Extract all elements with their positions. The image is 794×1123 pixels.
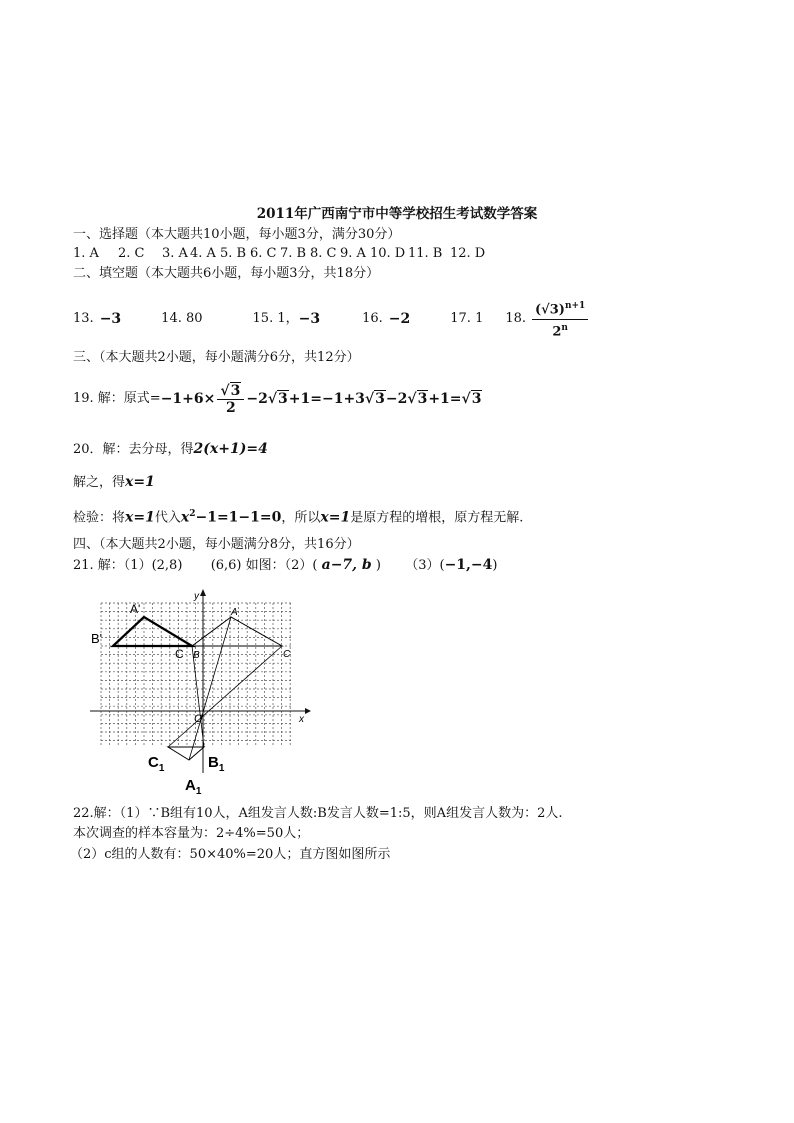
choice-answer: 6. C <box>250 246 277 261</box>
q21-part-e: （3）( <box>405 558 445 573</box>
q15-label: 15. 1， <box>252 311 299 326</box>
triangle-abc <box>192 617 282 646</box>
q13-value: −3 <box>99 311 122 327</box>
q20-line3 <box>73 506 523 526</box>
q19-term-f: −2 <box>385 391 408 407</box>
q20-check-d: x <box>180 509 190 526</box>
section3-heading: 三、（本大题共2小题，每小题满分6分，共12分） <box>73 350 360 365</box>
q19-frac-num: 3 <box>230 382 241 399</box>
q22-line2: 本次调查的样本容量为：2÷4%=50人； <box>73 826 310 841</box>
q19-term-g: 3 <box>417 391 428 407</box>
q20-check-g: x=1 <box>320 509 351 526</box>
choice-answer: 3. A <box>162 246 188 261</box>
section1-answers <box>73 246 490 262</box>
q20-equation: 2(x+1)=4 <box>193 441 268 457</box>
choice-answer: 11. B <box>408 246 443 261</box>
x-axis-label: x <box>299 714 304 725</box>
label-c: C <box>283 649 291 660</box>
q20-line1 <box>73 441 268 458</box>
q17-answer: 17. 1 <box>450 311 484 326</box>
section2-heading: 二、填空题（本大题共6小题，每小题3分，共18分） <box>73 266 380 281</box>
q21-part-d: ) <box>375 558 381 573</box>
q14-answer: 14. 80 <box>161 311 203 326</box>
q19-term-d: +1=−1+3 <box>288 391 365 407</box>
q20-solve-prefix: 解之，得 <box>73 475 126 490</box>
section4-heading: 四、（本大题共2小题，每小题满分8分，共16分） <box>73 537 360 552</box>
q20-check-e: −1=1−1=0 <box>195 509 282 526</box>
label-b: B <box>193 650 200 661</box>
q19-term-c: 3 <box>278 391 288 407</box>
choice-answer: 5. B <box>220 246 247 261</box>
q13-label: 13. <box>73 311 94 326</box>
q18-denominator: 2 <box>552 323 562 339</box>
q19-term-b: −2 <box>246 391 268 407</box>
q21-part-f: −1,−4 <box>444 557 493 573</box>
q18-label: 18. <box>505 311 527 326</box>
q19-term-a: −1+6× <box>160 391 216 407</box>
q15-value: −3 <box>298 311 321 327</box>
x-axis-arrow <box>305 708 311 714</box>
label-a1: $A_1$ <box>185 777 202 797</box>
q19-frac-den: 2 <box>225 399 236 416</box>
y-axis-arrow <box>200 589 206 596</box>
q22-line3: （2）c组的人数有：50×40%=20人；直方图如图所示 <box>70 847 391 862</box>
q19-term-i: 3 <box>471 391 482 407</box>
choice-answer: 4. A <box>190 246 216 261</box>
q19-term-h: +1= <box>428 391 462 407</box>
q20-line2 <box>73 474 155 491</box>
q20-check-a: 检验：将 <box>73 510 126 526</box>
q21-part-g: ) <box>492 558 498 573</box>
label-b1: $B_1$ <box>208 754 225 774</box>
q20-check-b: x=1 <box>125 509 155 526</box>
section1-heading: 一、选择题（本大题共10小题，每小题3分，满分30分） <box>73 227 401 242</box>
q21-part-a: 21. 解：（1）(2,8) <box>73 558 183 573</box>
choice-answer: 7. B <box>280 246 307 261</box>
q20-check-d-sup: 2 <box>189 509 196 519</box>
q20-prefix: 20．解：去分母，得 <box>73 442 194 457</box>
q21-part-c: a−7, b <box>321 557 372 573</box>
page-title: 2011年广西南宁市中等学校招生考试数学答案 <box>256 206 538 222</box>
q19-prefix: 19. 解：原式= <box>73 391 161 406</box>
label-a: A <box>231 607 238 618</box>
q16-label: 16. <box>362 311 383 326</box>
label-c1: $C_1$ <box>148 754 165 774</box>
origin-label: O <box>194 713 203 725</box>
fill-blank-answers <box>73 299 590 339</box>
q20-check-h: 是原方程的增根，原方程无解. <box>350 510 524 526</box>
dashed-grid <box>101 603 291 747</box>
q19-fraction: $\frac{√3}{2}$ <box>217 383 244 416</box>
label-b-prime: B' <box>91 631 103 646</box>
choice-answer: 2. C <box>118 246 145 261</box>
label-a-prime: A' <box>130 602 141 616</box>
choice-answer: 8. C <box>310 246 337 261</box>
q19-term-e: 3 <box>375 391 385 407</box>
q18-denominator-exponent: n <box>561 322 568 333</box>
q21-part-b: (6,6) 如图：（2）( <box>210 558 318 573</box>
q22-line1: 22.解：（1）∵B组有10人，A组发言人数:B发言人数=1:5，则A组发言人数为：2人. <box>73 806 563 821</box>
choice-answer: 12. D <box>450 246 486 261</box>
q20-solve: x=1 <box>125 474 155 490</box>
choice-answer: 10. D <box>370 246 406 261</box>
choice-answer: 1. A <box>73 246 99 261</box>
label-c-prime: C <box>175 647 184 661</box>
q18-numerator-exponent: n+1 <box>564 301 586 312</box>
q18-fraction <box>532 298 588 340</box>
coordinate-figure <box>88 585 318 800</box>
q18-numerator: (√3) <box>535 302 565 318</box>
q16-value: −2 <box>388 311 411 327</box>
q20-check-f: ，所以 <box>281 510 321 526</box>
q21-solution <box>73 557 497 574</box>
choice-answer: 9. A <box>340 246 366 261</box>
y-axis-label: y <box>194 591 199 602</box>
q19-solution: 19. 解：原式= −1+6× $\frac{√3}{2}$ −2 √3 +1=−1+3 √3 −2 √3 +1= √3 <box>73 382 482 416</box>
q20-check-c: 代入 <box>154 510 181 526</box>
triangle-a1b1c1 <box>168 747 204 760</box>
